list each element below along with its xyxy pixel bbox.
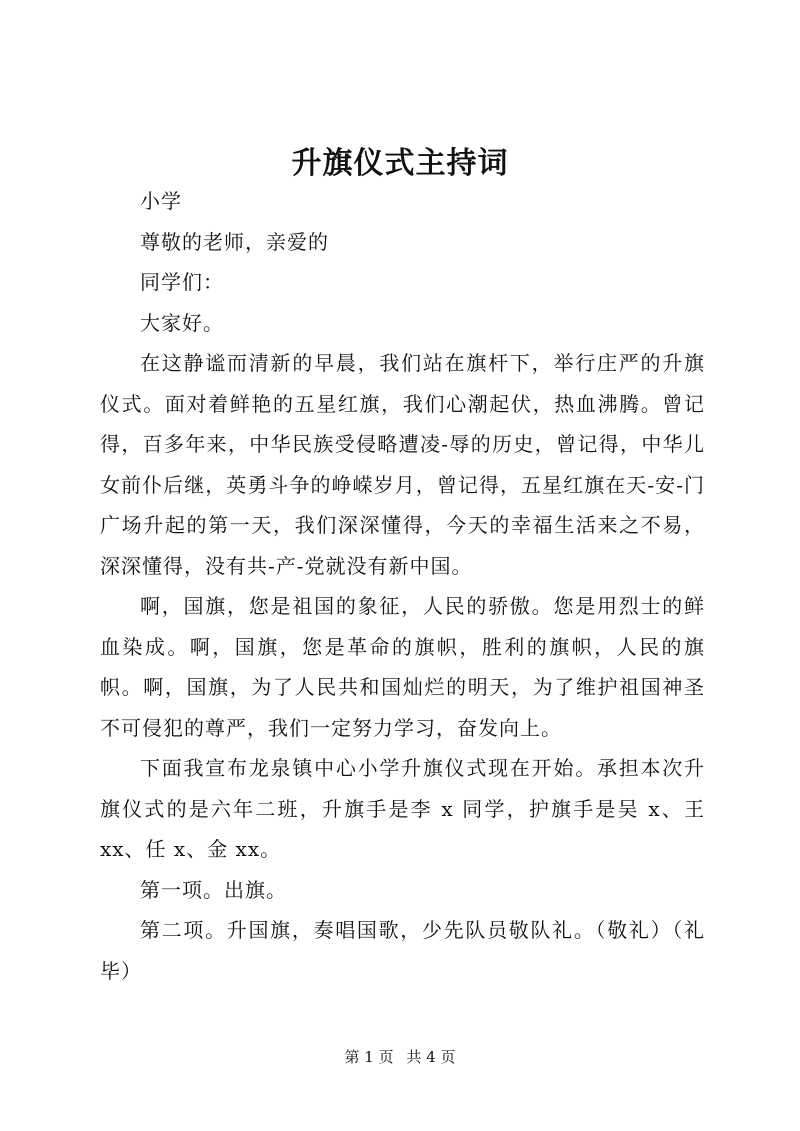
document-title: 升旗仪式主持词 bbox=[291, 146, 509, 181]
paragraph-announcement: 下面我宣布龙泉镇中心小学升旗仪式现在开始。承担本次升旗仪式的是六年二班，升旗手是李 x 同学，护旗手是吴 x、王 xx、任 x、金 xx。 bbox=[100, 756, 705, 861]
paragraph-school: 小学 bbox=[140, 189, 182, 213]
page-total: 共 4 页 bbox=[406, 1048, 456, 1066]
paragraph-morning: 在这静谧而清新的早晨，我们站在旗杆下，举行庄严的升旗仪式。面对着鲜艳的五星红旗，我们心潮起伏，热血沸腾。曾记得，百多年来，中华民族受侵略遭凌-辱的历史，曾记得，中华儿女前仆后继，英勇斗争的峥嵘岁月，曾记得，五星红旗在天-安-门广场升起的第一天，我们深深懂得，今天的幸福生活来之不易，深深懂得，没有共-产-党就没有新中国。 bbox=[100, 351, 705, 578]
document-body bbox=[100, 181, 705, 991]
paragraph-hello: 大家好。 bbox=[140, 310, 224, 335]
page-footer bbox=[0, 1046, 800, 1067]
page-number: 第 1 页 bbox=[344, 1048, 394, 1066]
paragraph-greeting-teachers: 尊敬的老师，亲爱的 bbox=[140, 229, 329, 254]
paragraph-item-two: 第二项。升国旗，奏唱国歌，少先队员敬队礼。（敬礼）（礼毕） bbox=[100, 918, 705, 983]
paragraph-item-one: 第一项。出旗。 bbox=[140, 877, 287, 902]
paragraph-greeting-students: 同学们： bbox=[140, 270, 224, 294]
paragraph-flag-tribute: 啊，国旗，您是祖国的象征，人民的骄傲。您是用烈士的鲜血染成。啊，国旗，您是革命的旗帜，胜利的旗帜，人民的旗帜。啊，国旗，为了人民共和国灿烂的明天，为了维护祖国神圣不可侵犯的尊严，我们一定努力学习，奋发向上。 bbox=[100, 594, 705, 740]
